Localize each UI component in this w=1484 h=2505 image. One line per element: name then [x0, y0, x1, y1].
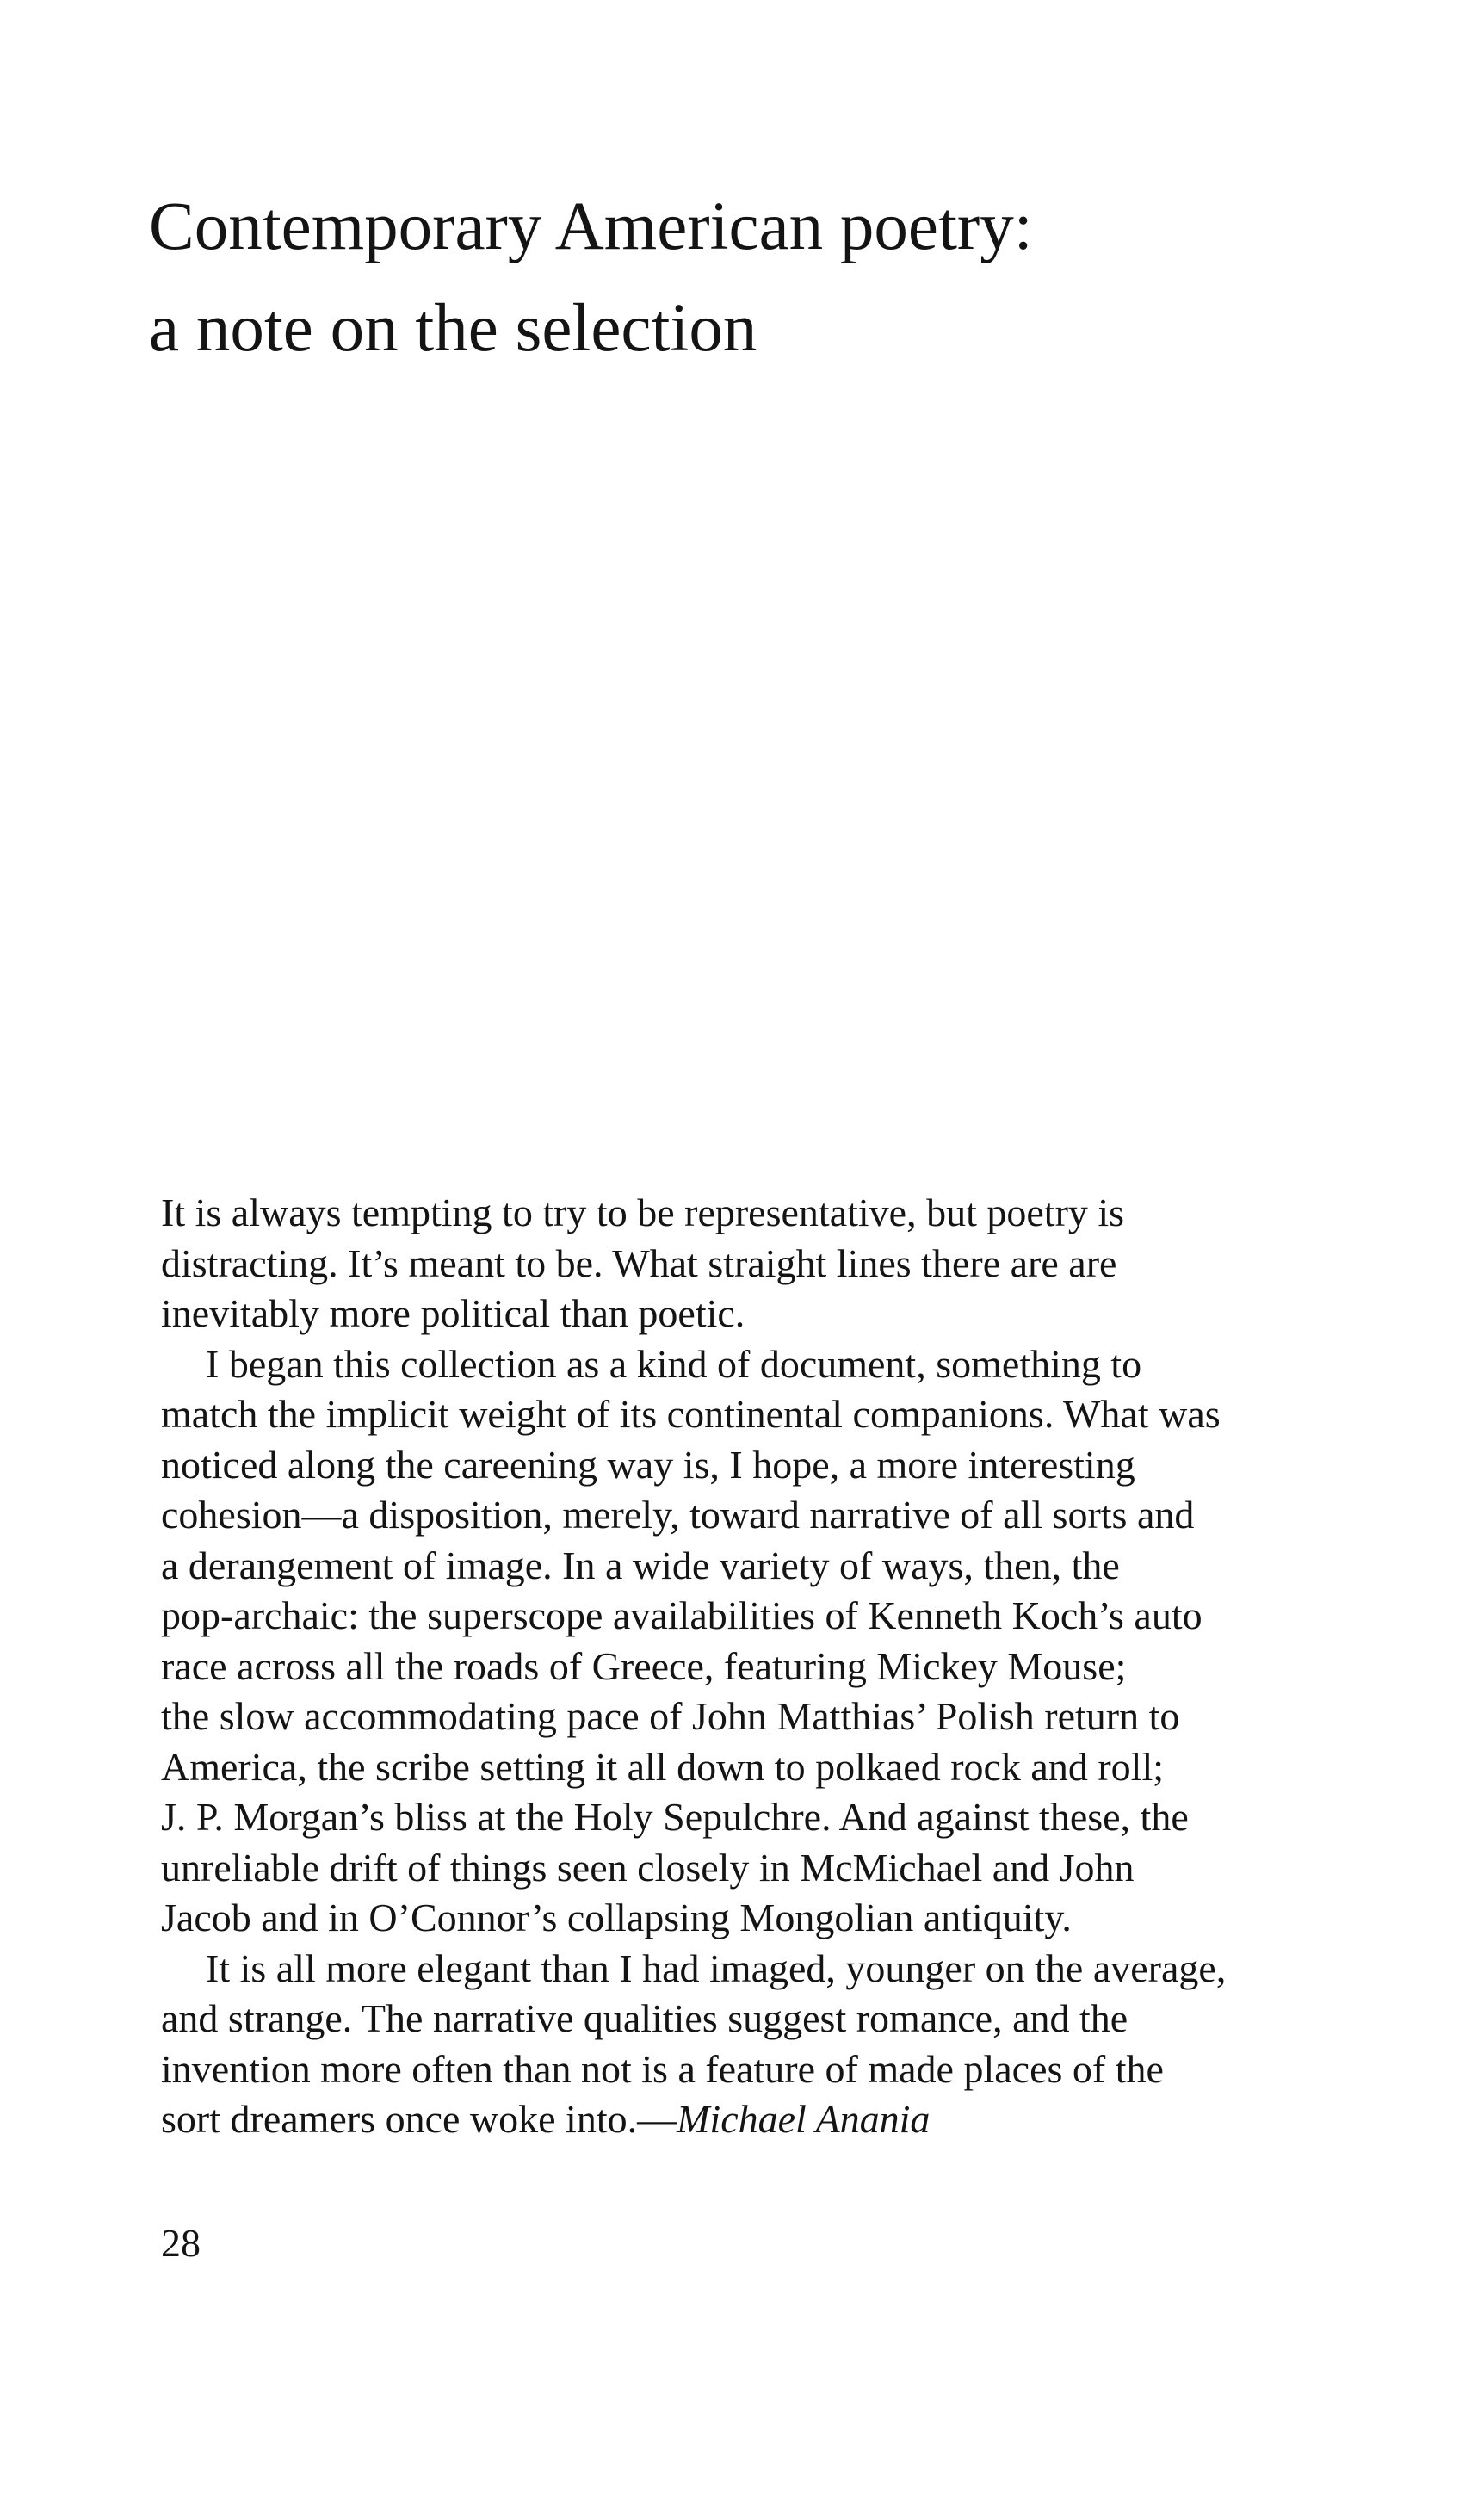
text-line: Jacob and in O’Connor’s collapsing Mongolian antiquity. — [161, 1896, 1072, 1939]
paragraph-3 — [161, 1944, 1314, 2145]
title-line: Contemporary American poetry: — [149, 189, 1033, 264]
title-line: a note on the selection — [149, 291, 757, 366]
text-line: a derangement of image. In a wide variety of ways, then, the — [161, 1543, 1120, 1587]
text-line: cohesion—a disposition, merely, toward narrative of all sorts and — [161, 1493, 1195, 1537]
body-text — [161, 1188, 1314, 2145]
text-line: match the implicit weight of its continental companions. What was — [161, 1392, 1221, 1436]
text-line: J. P. Morgan’s bliss at the Holy Sepulchre. And against these, the — [161, 1795, 1189, 1839]
text-line: I began this collection as a kind of document, something to — [206, 1341, 1142, 1386]
text-line: the slow accommodating pace of John Matthias’ Polish return to — [161, 1694, 1180, 1738]
text-line: inevitably more political than poetic. — [161, 1291, 745, 1335]
text-line: America, the scribe setting it all down to polkaed rock and roll; — [161, 1744, 1165, 1789]
page-number: 28 — [161, 2221, 201, 2265]
paragraph-1 — [161, 1188, 1314, 1339]
paragraph-2 — [161, 1339, 1314, 1944]
text-line: race across all the roads of Greece, featuring Mickey Mouse; — [161, 1643, 1127, 1688]
text-line: distracting. It’s meant to be. What straight lines there are are — [161, 1240, 1117, 1285]
page-title — [149, 176, 1354, 380]
text-line: unreliable drift of things seen closely in McMichael and John — [161, 1845, 1135, 1890]
text-line-with-signature — [161, 2094, 1314, 2145]
text-line: sort dreamers once woke into.— — [161, 2097, 677, 2141]
text-line: invention more often than not is a feature of made places of the — [161, 2046, 1164, 2091]
text-line: It is always tempting to try to be representative, but poetry is — [161, 1191, 1125, 1234]
text-line: pop-archaic: the superscope availabilities of Kenneth Koch’s auto — [161, 1593, 1203, 1637]
text-line: noticed along the careening way is, I hope, a more interesting — [161, 1442, 1135, 1487]
author-signature: Michael Anania — [677, 2097, 931, 2141]
text-line: and strange. The narrative qualities suggest romance, and the — [161, 1996, 1128, 2040]
text-line: It is all more elegant than I had imaged, younger on the average, — [206, 1945, 1227, 1990]
